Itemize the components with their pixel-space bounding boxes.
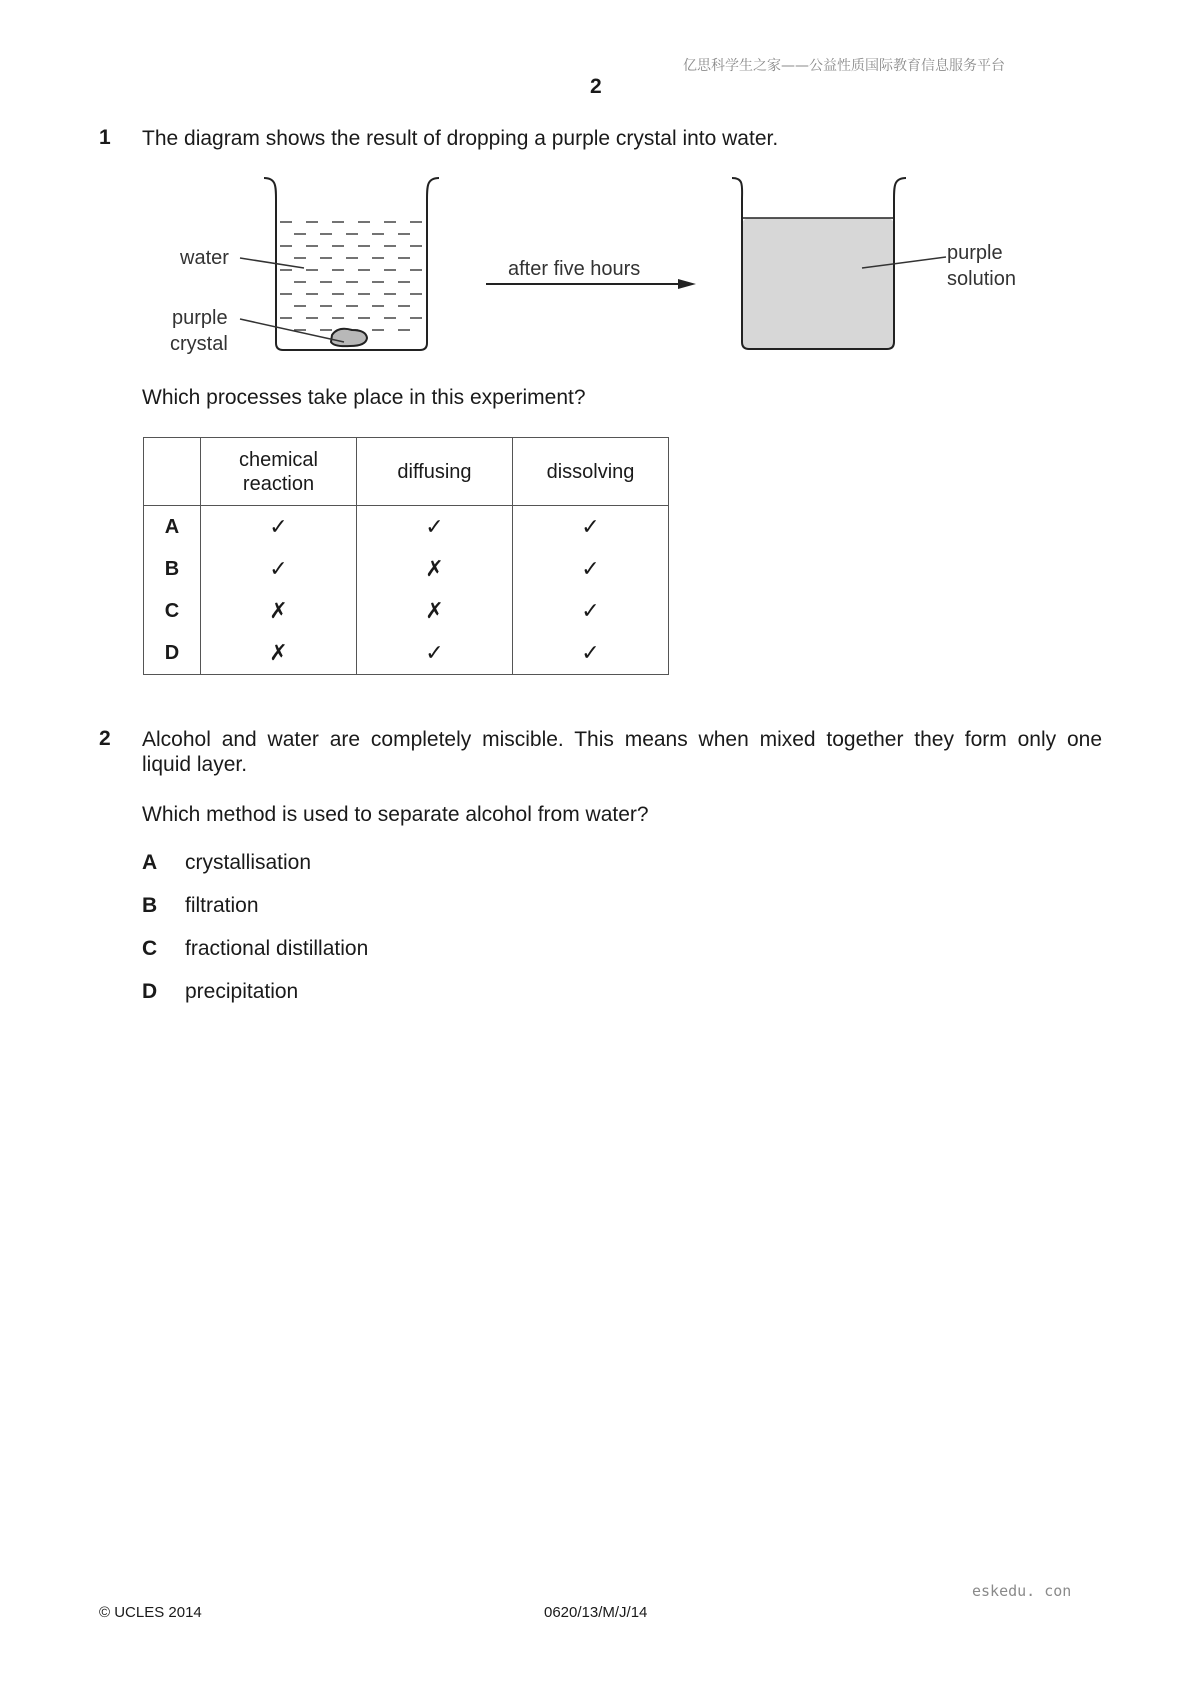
header-watermark: 亿思科学生之家——公益性质国际教育信息服务平台 (683, 58, 1005, 74)
option-b-letter: B (142, 894, 158, 917)
footer-watermark: eskedu. con (972, 1582, 1072, 1600)
label-purple-crystal-2: crystal (170, 333, 228, 355)
row-label: D (144, 632, 201, 675)
label-water: water (180, 247, 229, 269)
beaker-before (264, 178, 439, 350)
question-2-text-line1: Alcohol and water are completely miscible. This means when mixed together they form only one (142, 728, 1102, 751)
cell-mark: ✗ (201, 590, 357, 632)
row-label: A (144, 506, 201, 549)
beaker-after (732, 178, 906, 349)
footer-code: 0620/13/M/J/14 (544, 1604, 648, 1621)
water-dashes (280, 222, 422, 330)
option-c-letter: C (142, 937, 158, 960)
cell-mark: ✓ (357, 632, 513, 675)
question-1-text: The diagram shows the result of dropping a purple crystal into water. (142, 127, 779, 150)
cell-mark: ✗ (201, 632, 357, 675)
purple-crystal (331, 329, 367, 346)
cell-mark: ✓ (513, 548, 669, 590)
question-2-text-line2: liquid layer. (142, 753, 248, 776)
option-a-letter: A (142, 851, 158, 874)
page-number: 2 (590, 75, 602, 98)
option-a-text: crystallisation (185, 851, 312, 874)
cell-mark: ✗ (357, 548, 513, 590)
cell-mark: ✓ (513, 506, 669, 549)
question-1-prompt: Which processes take place in this experiment? (142, 386, 586, 409)
option-c-text: fractional distillation (185, 937, 369, 960)
question-2-number: 2 (99, 727, 111, 750)
cell-mark: ✗ (357, 590, 513, 632)
option-d-letter: D (142, 980, 158, 1003)
table-row (144, 590, 669, 632)
header-dissolving: dissolving (513, 438, 669, 506)
table-row (144, 632, 669, 675)
water-leader-line (240, 258, 304, 268)
question-1-number: 1 (99, 126, 111, 149)
row-label: B (144, 548, 201, 590)
table-row (144, 548, 669, 590)
option-d-text: precipitation (185, 980, 299, 1003)
label-purple-solution-1: purple (947, 242, 1003, 264)
label-purple-crystal-1: purple (172, 307, 228, 329)
label-after-five-hours: after five hours (508, 258, 641, 280)
question-2-prompt: Which method is used to separate alcohol from water? (142, 803, 649, 826)
table-corner-cell (144, 438, 201, 506)
table-row (144, 506, 669, 549)
footer-copyright: © UCLES 2014 (99, 1604, 202, 1621)
processes-table (143, 437, 669, 675)
row-label: C (144, 590, 201, 632)
option-b-text: filtration (185, 894, 259, 917)
header-chemical-reaction: chemical reaction (201, 438, 357, 506)
label-purple-solution-2: solution (947, 268, 1016, 290)
cell-mark: ✓ (201, 548, 357, 590)
cell-mark: ✓ (513, 590, 669, 632)
cell-mark: ✓ (513, 632, 669, 675)
header-diffusing: diffusing (357, 438, 513, 506)
cell-mark: ✓ (201, 506, 357, 549)
cell-mark: ✓ (357, 506, 513, 549)
